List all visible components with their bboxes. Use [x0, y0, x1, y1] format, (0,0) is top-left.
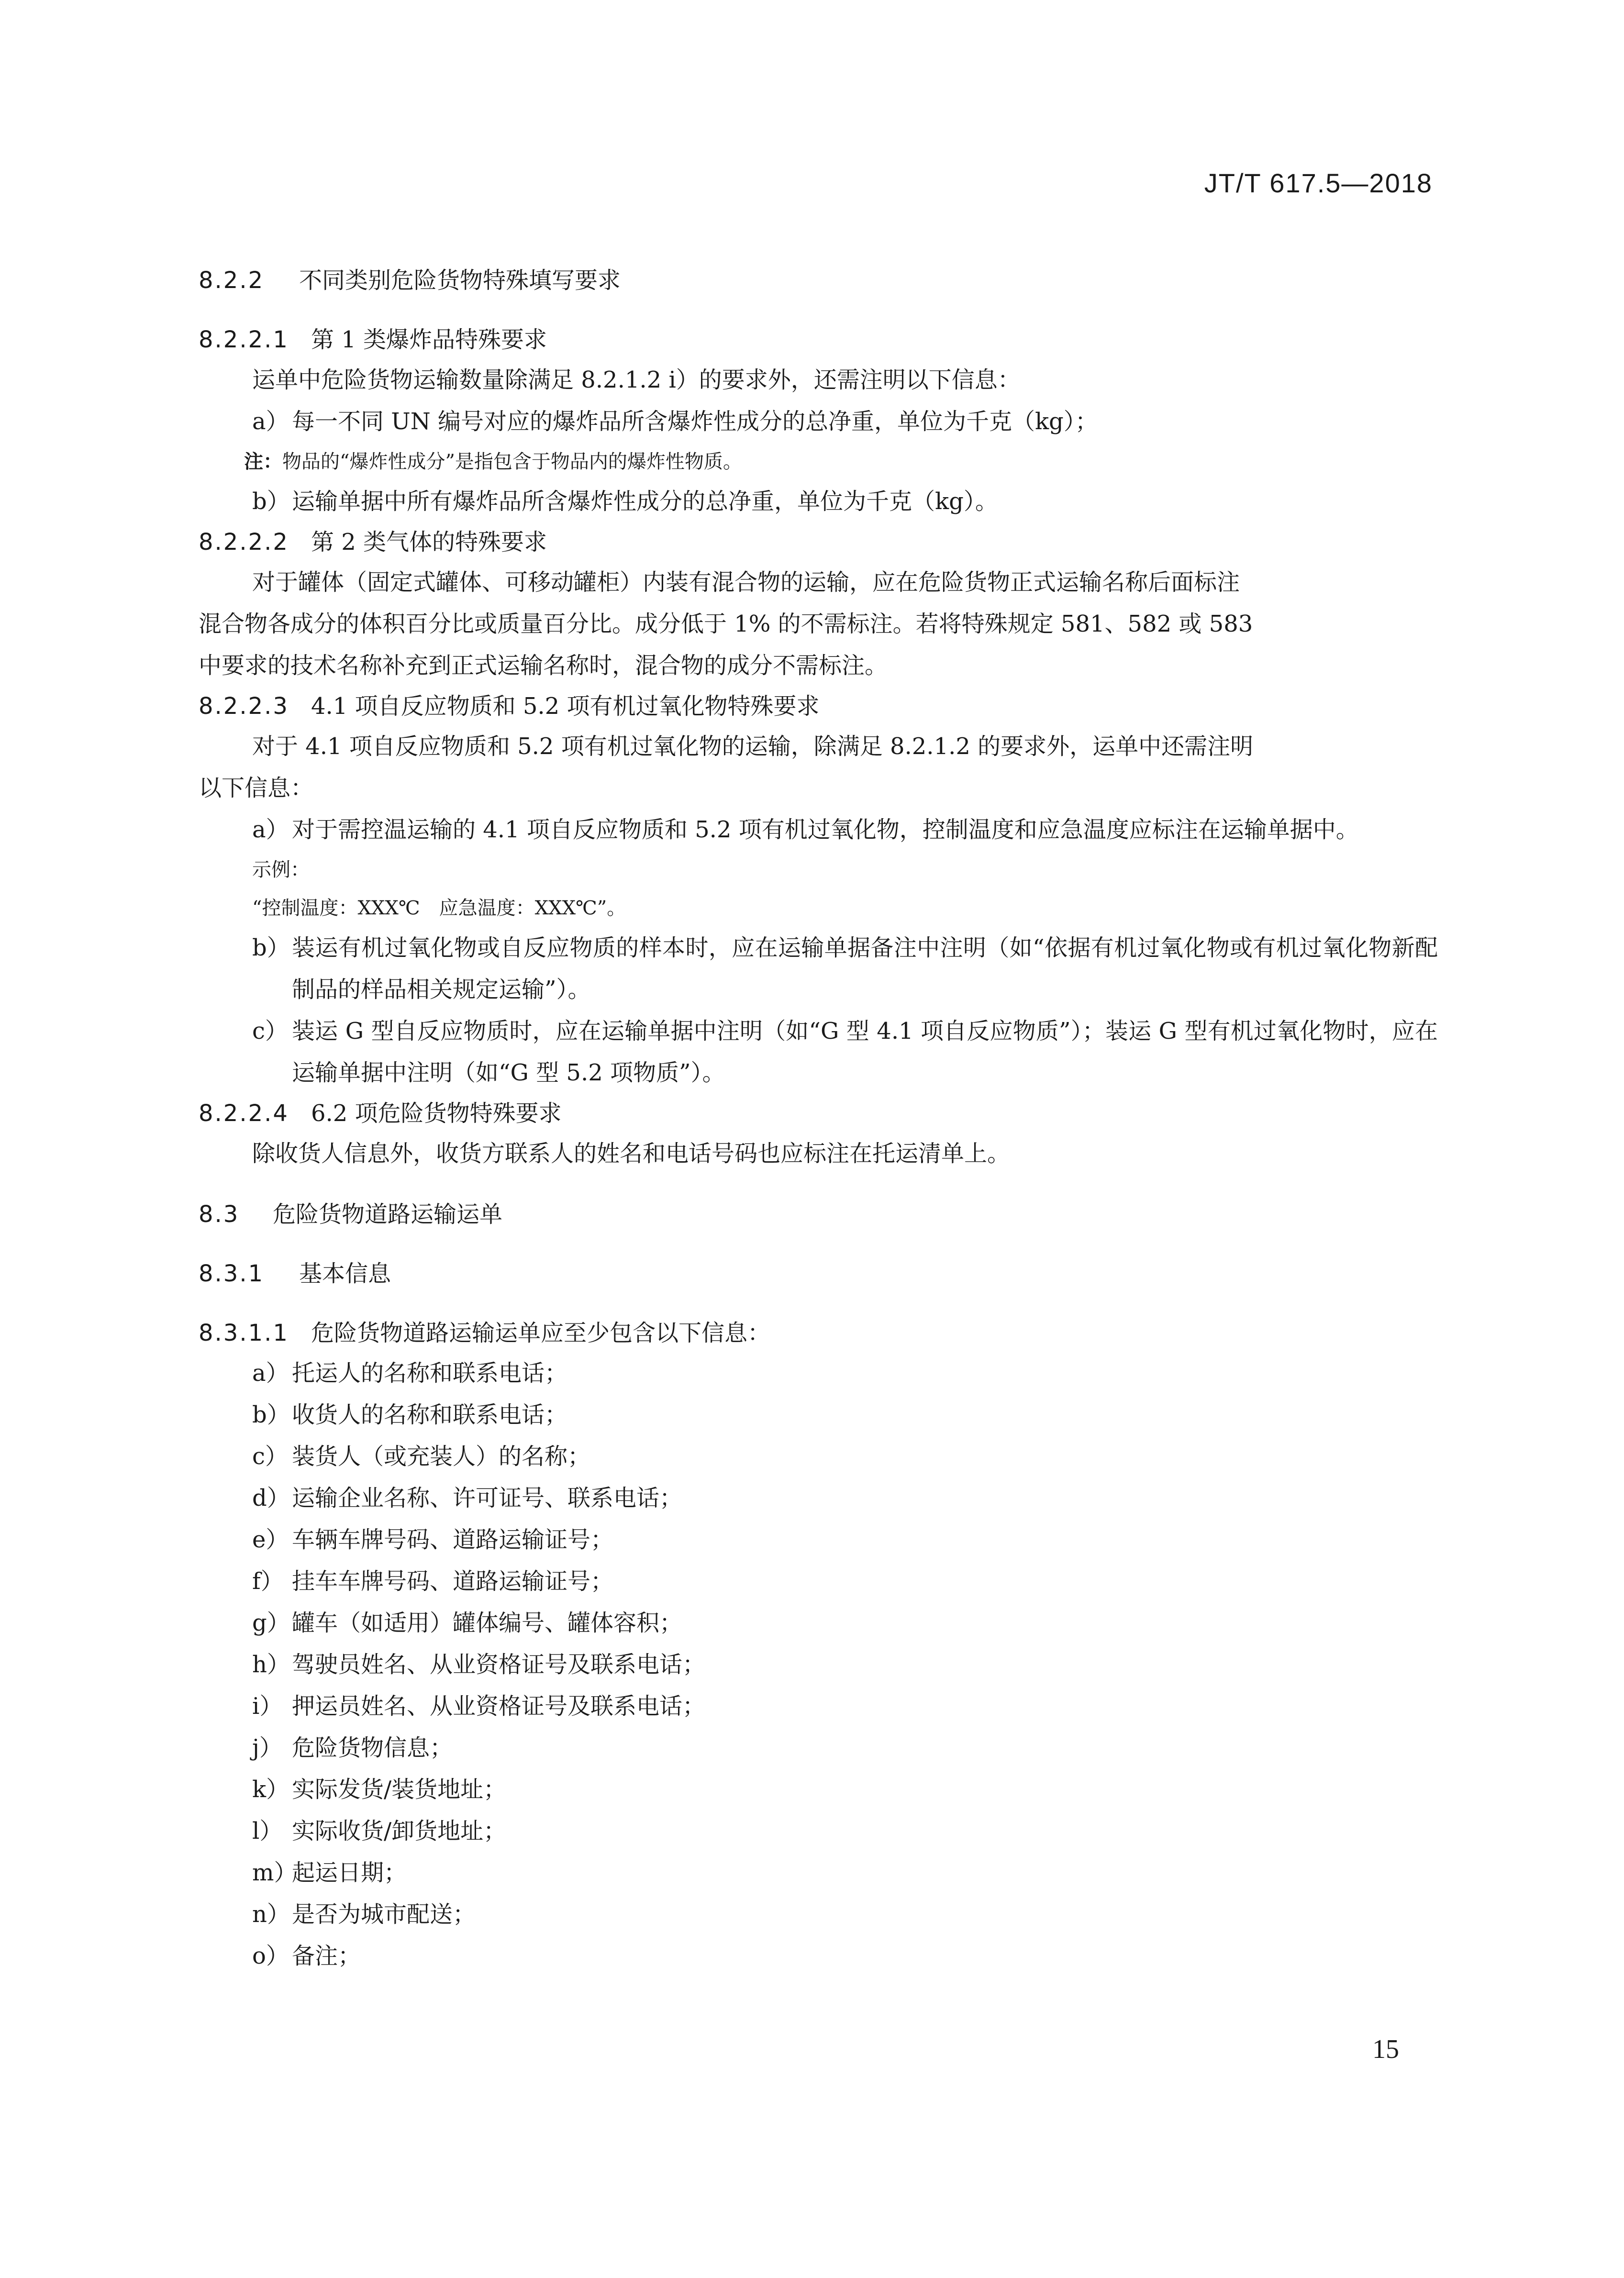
paragraph-line: 对于罐体（固定式罐体、可移动罐柜）内装有混合物的运输，应在危险货物正式运输名称后面标注	[252, 569, 1240, 596]
example-label: 示例：	[252, 859, 310, 881]
section-number: 8.2.2.1	[199, 326, 289, 353]
list-item	[199, 401, 1438, 443]
paragraph: 除收货人信息外，收货方联系人的姓名和电话号码也应标注在托运清单上。	[252, 1140, 1011, 1167]
list-item-label: c）	[252, 1018, 288, 1045]
heading-8-2-2	[199, 261, 1438, 300]
list-item-label: i）	[252, 1693, 283, 1720]
list-item-label: m）	[252, 1859, 297, 1886]
section-title: 第 1 类爆炸品特殊要求	[311, 326, 547, 353]
list-item-label: e）	[252, 1526, 289, 1553]
list-item-label: f）	[252, 1568, 284, 1595]
list-item-text: 车辆车牌号码、道路运输证号；	[292, 1526, 614, 1553]
list-item	[199, 1436, 1438, 1478]
list-item	[199, 927, 1438, 1011]
list-item	[199, 809, 1438, 851]
list-item-text: 托运人的名称和联系电话；	[292, 1360, 568, 1387]
list-item-label: o）	[252, 1943, 289, 1969]
list-item-label: a）	[252, 816, 289, 843]
section-title: 危险货物道路运输运单应至少包含以下信息：	[311, 1320, 771, 1346]
paragraph-line: 混合物各成分的体积百分比或质量百分比。成分低于 1% 的不需标注。若将特殊规定 581、582 或 583	[199, 611, 1253, 637]
list-item-text: 危险货物信息；	[292, 1734, 453, 1761]
heading-8-2-2-3	[199, 687, 1438, 726]
list-item-text: 运输企业名称、许可证号、联系电话；	[292, 1485, 683, 1511]
section-title: 4.1 项自反应物质和 5.2 项有机过氧化物特殊要求	[311, 693, 820, 720]
info-list	[199, 1353, 1438, 1977]
heading-8-2-2-4	[199, 1094, 1438, 1133]
list-item-text: 备注；	[292, 1943, 361, 1969]
list-item	[199, 1353, 1438, 1394]
paragraph: 运单中危险货物运输数量除满足 8.2.1.2 i）的要求外，还需注明以下信息：	[252, 367, 1021, 393]
note-text: 物品的“爆炸性成分”是指包含于物品内的爆炸性物质。	[282, 451, 742, 473]
list-item-label: h）	[252, 1651, 290, 1678]
example-text: “控制温度：XXX℃ 应急温度：XXX℃”。	[252, 897, 626, 919]
section-title: 不同类别危险货物特殊填写要求	[299, 267, 621, 294]
list-item-label: d）	[252, 1485, 290, 1511]
list-item	[199, 1602, 1438, 1644]
page-content	[199, 261, 1438, 1977]
list-item-text: 实际发货/装货地址；	[292, 1776, 507, 1803]
list-item-text: 收货人的名称和联系电话；	[292, 1401, 568, 1428]
list-item	[199, 1852, 1438, 1894]
list-item	[199, 1811, 1438, 1852]
list-item	[199, 1394, 1438, 1436]
heading-8-3-1	[199, 1254, 1438, 1293]
list-item	[199, 1686, 1438, 1727]
list-item-label: l）	[252, 1818, 283, 1845]
list-item-text: 每一不同 UN 编号对应的爆炸品所含爆炸性成分的总净重，单位为千克（kg）；	[292, 408, 1098, 435]
list-item	[199, 1519, 1438, 1561]
section-number: 8.3.1	[199, 1260, 265, 1287]
section-number: 8.3	[199, 1201, 240, 1228]
section-title: 第 2 类气体的特殊要求	[311, 529, 547, 556]
list-item-label: a）	[252, 1360, 289, 1387]
list-item-text: 装运有机过氧化物或自反应物质的样本时，应在运输单据备注中注明（如“依据有机过氧化物或有机过氧化物新配制品的样品相关规定运输”）。	[292, 934, 1438, 1003]
list-item	[199, 1727, 1438, 1769]
list-item-label: b）	[252, 488, 290, 515]
list-item-text: 驾驶员姓名、从业资格证号及联系电话；	[292, 1651, 706, 1678]
heading-8-3	[199, 1195, 1438, 1234]
list-item-label: k）	[252, 1776, 289, 1803]
list-item-text: 押运员姓名、从业资格证号及联系电话；	[292, 1693, 706, 1720]
list-item-label: n）	[252, 1901, 290, 1928]
list-item	[199, 1935, 1438, 1977]
paragraph-line: 以下信息：	[199, 775, 314, 801]
list-item	[199, 1644, 1438, 1686]
list-item-text: 装货人（或充装人）的名称；	[292, 1443, 591, 1470]
heading-8-3-1-1	[199, 1313, 1438, 1353]
list-item	[199, 1769, 1438, 1811]
list-item	[199, 1561, 1438, 1602]
list-item-text: 挂车车牌号码、道路运输证号；	[292, 1568, 614, 1595]
section-number: 8.3.1.1	[199, 1320, 289, 1346]
section-title: 危险货物道路运输运单	[273, 1201, 503, 1228]
list-item-text: 对于需控温运输的 4.1 项自反应物质和 5.2 项有机过氧化物，控制温度和应急温度应标注在运输单据中。	[292, 816, 1359, 843]
list-item-text: 装运 G 型自反应物质时，应在运输单据中注明（如“G 型 4.1 项自反应物质”）；装运 G 型有机过氧化物时，应在运输单据中注明（如“G 型 5.2 项物质”）。	[292, 1018, 1438, 1086]
section-title: 6.2 项危险货物特殊要求	[311, 1100, 562, 1127]
list-item-label: j）	[252, 1734, 282, 1761]
section-number: 8.2.2.2	[199, 529, 289, 556]
list-item	[199, 481, 1438, 522]
list-item	[199, 1011, 1438, 1094]
page-number: 15	[1372, 2034, 1399, 2064]
section-number: 8.2.2.4	[199, 1100, 289, 1127]
section-number: 8.2.2.3	[199, 693, 289, 720]
paragraph-line: 中要求的技术名称补充到正式运输名称时，混合物的成分不需标注。	[199, 652, 888, 679]
list-item-text: 是否为城市配送；	[292, 1901, 476, 1928]
list-item-text: 运输单据中所有爆炸品所含爆炸性成分的总净重，单位为千克（kg）。	[292, 488, 998, 515]
section-number: 8.2.2	[199, 267, 265, 294]
list-item-label: g）	[252, 1610, 290, 1636]
list-item-text: 罐车（如适用）罐体编号、罐体容积；	[292, 1610, 683, 1636]
list-item-label: b）	[252, 1401, 290, 1428]
list-item	[199, 1894, 1438, 1935]
list-item-label: a）	[252, 408, 289, 435]
list-item-text: 起运日期；	[292, 1859, 407, 1886]
heading-8-2-2-2	[199, 522, 1438, 562]
note	[199, 443, 1438, 481]
section-title: 基本信息	[299, 1260, 391, 1287]
standard-code: JT/T 617.5—2018	[1204, 168, 1433, 198]
paragraph-line: 对于 4.1 项自反应物质和 5.2 项有机过氧化物的运输，除满足 8.2.1.2 的要求外，运单中还需注明	[252, 733, 1254, 760]
list-item	[199, 1478, 1438, 1519]
heading-8-2-2-1	[199, 320, 1438, 359]
list-item-text: 实际收货/卸货地址；	[292, 1818, 507, 1845]
list-item-label: b）	[252, 934, 290, 961]
list-item-label: c）	[252, 1443, 288, 1470]
note-label: 注：	[244, 451, 282, 473]
